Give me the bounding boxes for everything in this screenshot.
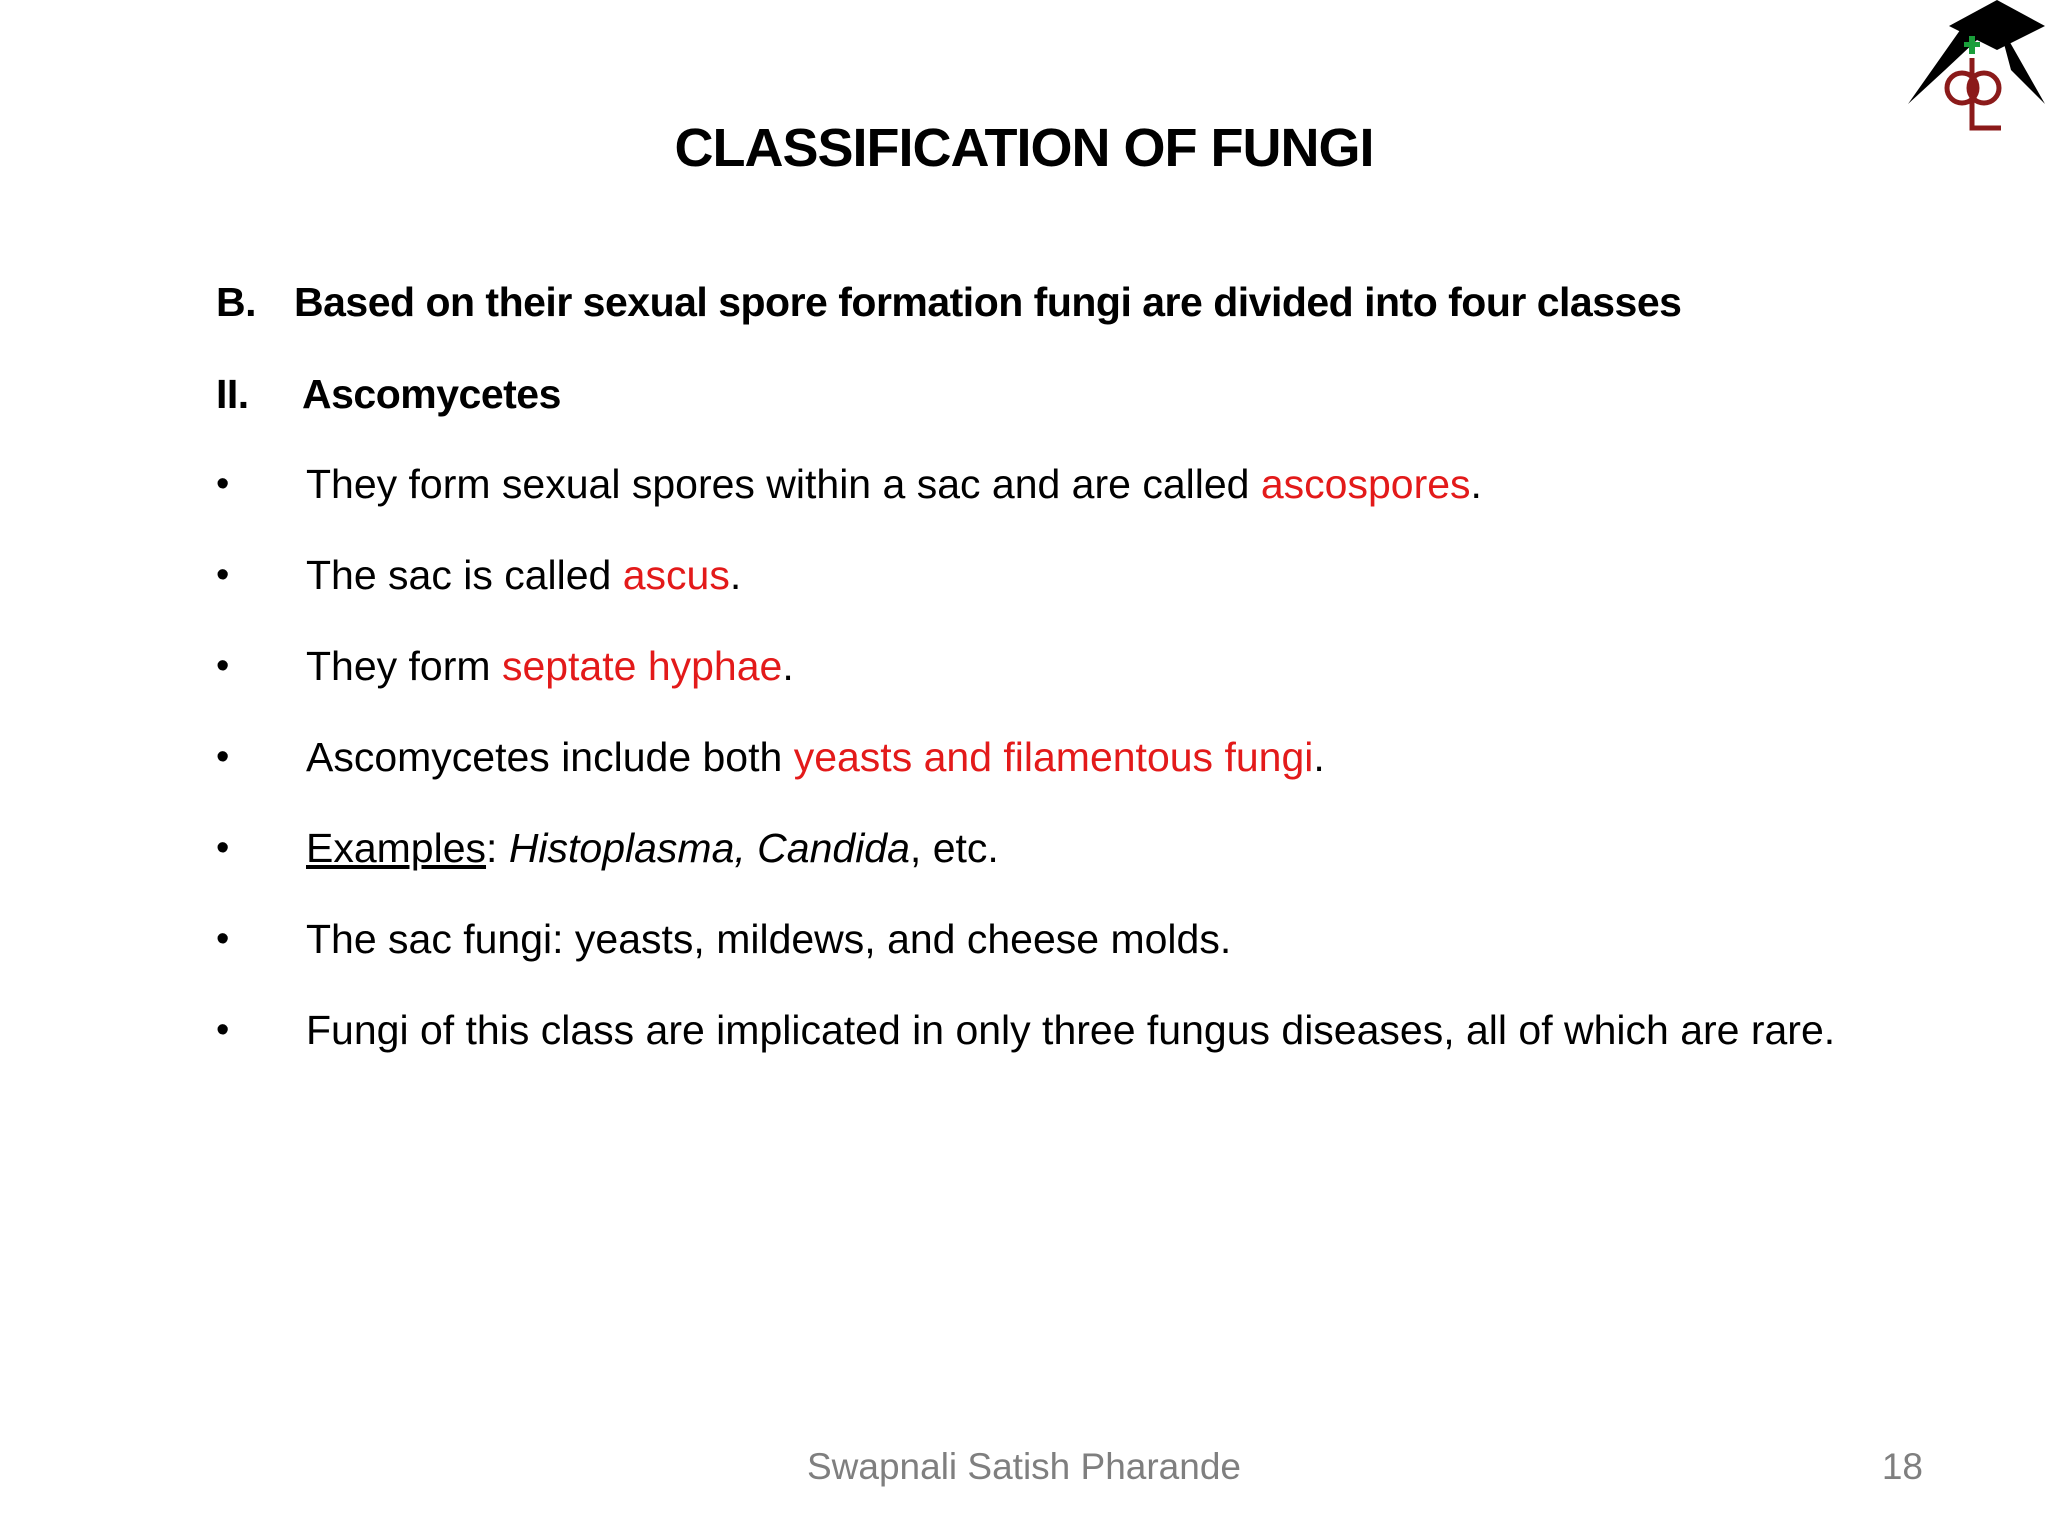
bullet-text: The sac is called bbox=[306, 552, 623, 598]
bullet-dot: • bbox=[216, 463, 230, 505]
bullet-punct: . bbox=[782, 643, 794, 689]
subsection-heading bbox=[216, 368, 561, 420]
bullet-punct: . bbox=[1313, 734, 1325, 780]
bullet-list bbox=[216, 458, 1916, 1109]
example-genera: Histoplasma, Candida bbox=[508, 825, 910, 871]
examples-separator: : bbox=[486, 825, 509, 871]
bullet-punct: . bbox=[1470, 461, 1482, 507]
bullet-item bbox=[216, 549, 1916, 601]
examples-label: Examples bbox=[306, 825, 487, 871]
subsection-heading-text: Ascomycetes bbox=[302, 371, 561, 417]
bullet-text: The sac fungi: yeasts, mildews, and cheese molds. bbox=[306, 916, 1232, 962]
bullet-item bbox=[216, 822, 1916, 874]
bullet-dot: • bbox=[216, 736, 230, 778]
page-number: 18 bbox=[1881, 1446, 1923, 1487]
bullet-item bbox=[216, 913, 1916, 965]
footer-author: Swapnali Satish Pharande bbox=[806, 1446, 1241, 1487]
highlight-term: septate hyphae bbox=[501, 643, 783, 689]
bullet-punct: , etc. bbox=[909, 825, 999, 871]
highlight-term: ascus bbox=[622, 552, 730, 598]
subsection-marker: II. bbox=[216, 371, 249, 417]
bullet-dot: • bbox=[216, 554, 230, 596]
bullet-item bbox=[216, 640, 1916, 692]
section-heading-text: Based on their sexual spore formation fungi are divided into four classes bbox=[294, 279, 1682, 325]
slide-title: CLASSIFICATION OF FUNGI bbox=[674, 118, 1374, 178]
bullet-punct: . bbox=[729, 552, 742, 598]
section-marker: B. bbox=[216, 279, 256, 325]
bullet-dot: • bbox=[216, 645, 230, 687]
highlight-term: ascospores bbox=[1260, 461, 1471, 507]
bullet-item bbox=[216, 458, 1916, 510]
bullet-text: Ascomycetes include both bbox=[306, 734, 794, 780]
bullet-dot: • bbox=[216, 918, 230, 960]
bullet-text: They form bbox=[306, 643, 502, 689]
highlight-term: yeasts and filamentous fungi bbox=[793, 734, 1314, 780]
bullet-dot: • bbox=[216, 827, 230, 869]
bullet-text: Fungi of this class are implicated in only three fungus diseases, all of which are rare. bbox=[306, 1007, 1836, 1053]
bullet-dot: • bbox=[216, 1009, 230, 1051]
bullet-item bbox=[216, 731, 1916, 783]
bullet-item bbox=[216, 990, 1916, 1070]
bullet-text: They form sexual spores within a sac and are called bbox=[306, 461, 1261, 507]
section-heading bbox=[216, 276, 1681, 328]
